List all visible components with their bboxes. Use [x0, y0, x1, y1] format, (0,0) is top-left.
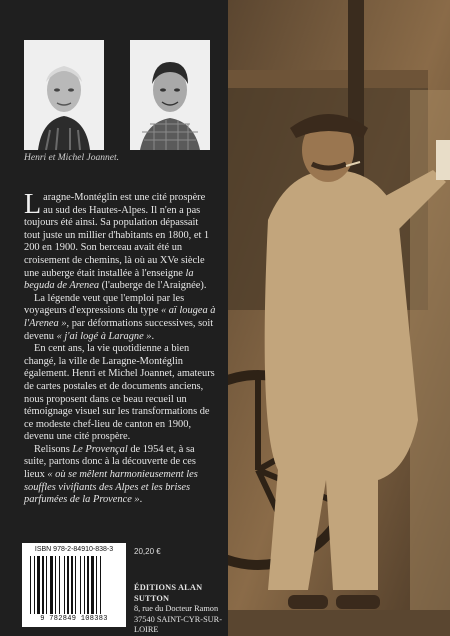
barcode-digits: 9 782849 108383	[40, 615, 108, 623]
drop-cap: L	[24, 189, 42, 220]
price: 20,20 €	[134, 547, 161, 556]
publisher-address-line-2: 37540 SAINT-CYR-SUR-LOIRE	[134, 614, 222, 634]
publisher-info	[134, 583, 226, 636]
author-photo-henri	[24, 40, 104, 150]
barcode-icon	[30, 556, 118, 614]
portrait-photo-icon	[130, 40, 210, 150]
paragraph-2: La légende veut que l'emploi par les voyageurs d'expressions du type « aï lougea à l'Arenea », par déformations successives, soit devenu « j'ai logé à Laragne ».	[24, 292, 216, 342]
sepia-vintage-photo-icon	[228, 0, 450, 636]
paragraph-4: Relisons Le Provençal de 1954 et, à sa suite, partons donc à la découverte de ces lieux « où se mêlent harmonieusement les souffles vivifiants des Alpes et les brises parfumées de la Provence ».	[24, 443, 198, 506]
blurb-text	[24, 189, 216, 507]
publisher-address-line-1: 8, rue du Docteur Ramon	[134, 604, 219, 613]
paragraph-1: Laragne-Montéglin est une cité prospère au sud des Hautes-Alpes. Il n'en a pas toujours été ainsi. Sa population dépassait tout juste un millier d'habitants en 1800, et 1 200 en 1900. Son berceau avait été un croisement de chemins, là où au XVe siècle une auberge était installée à l'enseigne la beguda de Arenea (l'auberge de l'Araignée).	[24, 189, 210, 292]
isbn-label: ISBN 978-2-84910-838-3	[34, 546, 114, 553]
paragraph-3: En cent ans, la vie quotidienne a bien changé, la ville de Laragne-Montéglin également. Henri et Michel Joannet, amateurs de cartes postales et de documents anciens, nous proposent dans ce beau recueil un témoignage visuel sur les transformations de ce modeste chef-lieu de canton en 1900, devenu une cité prospère.	[24, 343, 215, 443]
authors-caption: Henri et Michel Joannet.	[24, 153, 119, 163]
portrait-photo-icon	[24, 40, 104, 150]
author-photo-michel	[130, 40, 210, 150]
publisher-name: ÉDITIONS ALAN SUTTON	[134, 583, 203, 603]
isbn-barcode	[22, 543, 126, 627]
cover-photo-vintage-man	[228, 0, 450, 636]
